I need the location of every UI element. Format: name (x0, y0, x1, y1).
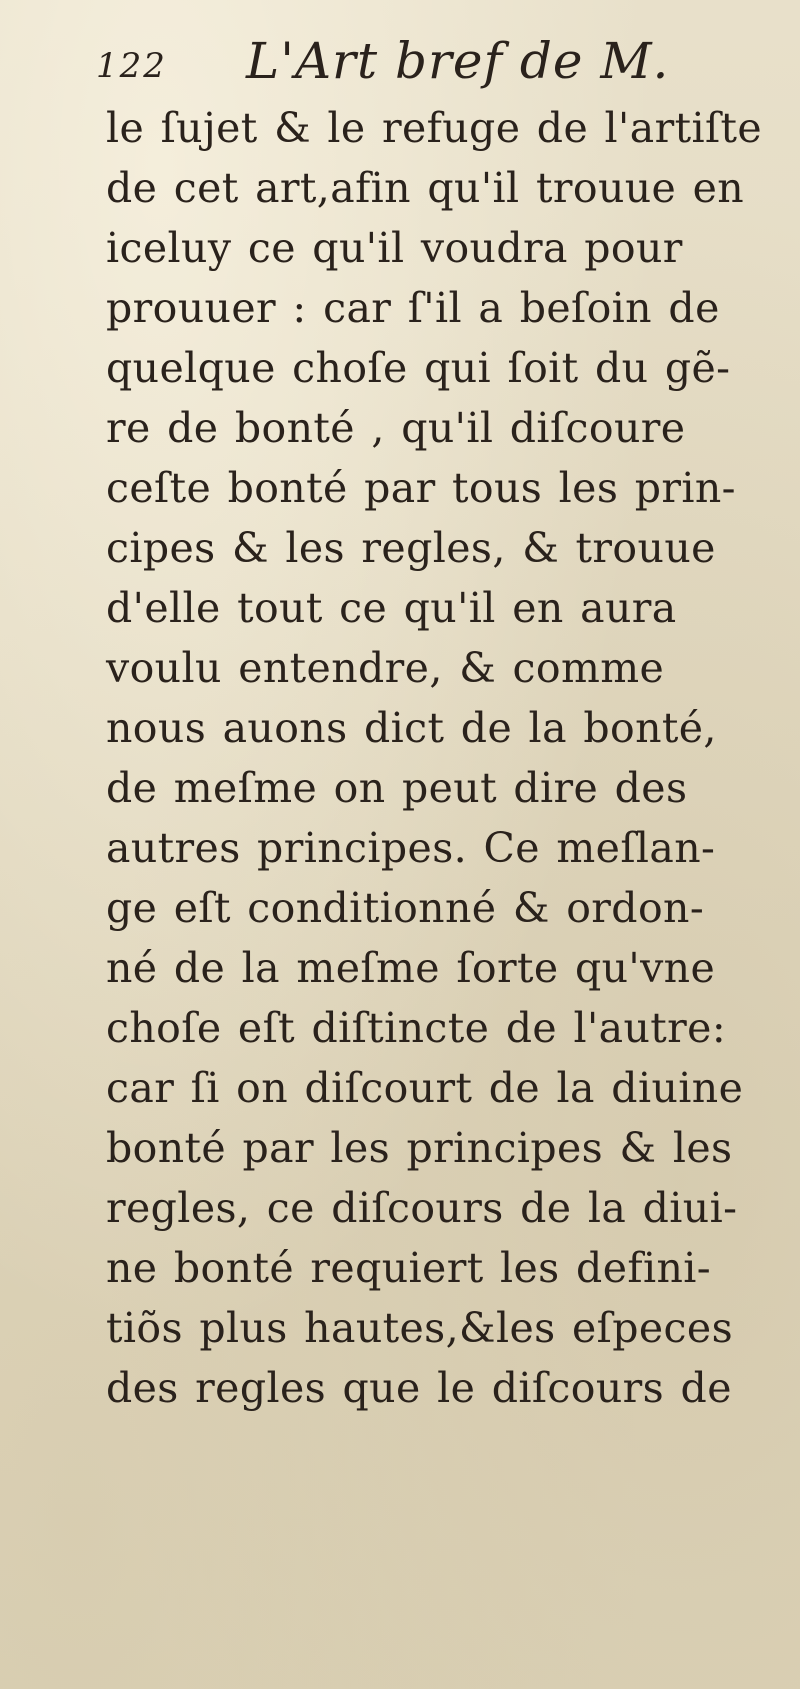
text-line: de meſme on peut dire des (106, 764, 688, 812)
page-header (96, 28, 736, 98)
text-line: autres principes. Ce meſlan- (106, 824, 716, 872)
text-line: de cet art,afin qu'il trouue en (106, 164, 745, 212)
text-line: d'elle tout ce qu'il en aura (106, 584, 677, 632)
body-text (106, 98, 766, 1418)
running-title: L'Art bref de M. (246, 32, 670, 90)
text-line: quelque choſe qui ſoit du gẽ- (106, 344, 731, 392)
text-line: voulu entendre, & comme (106, 644, 665, 692)
text-line: re de bonté , qu'il diſcoure (106, 404, 686, 452)
text-line: regles, ce diſcours de la diui- (106, 1184, 738, 1232)
text-line: le ſujet & le refuge de l'artiſte (106, 104, 763, 152)
text-line: car ſi on diſcourt de la diuine (106, 1064, 744, 1112)
text-line: ceſte bonté par tous les prin- (106, 464, 736, 512)
text-line: des regles que le diſcours de (106, 1364, 732, 1412)
text-line: tiõs plus hautes,&les eſpeces (106, 1304, 734, 1352)
text-line: nous auons dict de la bonté, (106, 704, 717, 752)
text-line: choſe eſt diſtincte de l'autre: (106, 1004, 727, 1052)
text-line: né de la meſme ſorte qu'vne (106, 944, 716, 992)
text-line: ge eſt conditionné & ordon- (106, 884, 705, 932)
text-line: ne bonté requiert les defini- (106, 1244, 712, 1292)
text-line: cipes & les regles, & trouue (106, 524, 716, 572)
text-line: prouuer : car ſ'il a beſoin de (106, 284, 720, 332)
page-number: 122 (96, 46, 167, 86)
text-line: iceluy ce qu'il voudra pour (106, 224, 683, 272)
text-line: bonté par les principes & les (106, 1124, 733, 1172)
